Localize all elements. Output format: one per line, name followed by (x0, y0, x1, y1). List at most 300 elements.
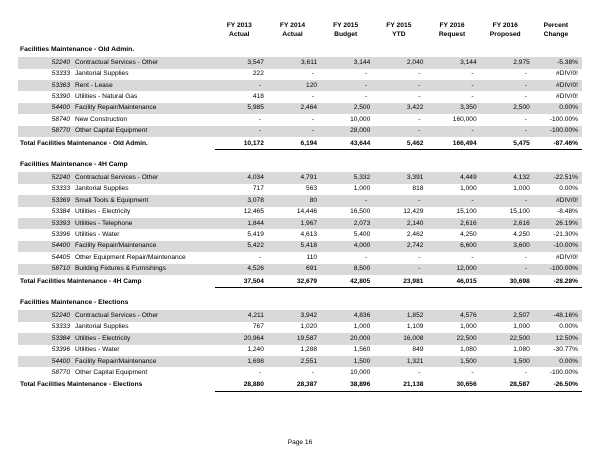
amount-cell: - (365, 93, 368, 101)
amount-cell: - (427, 195, 480, 206)
account-name: Facility Repair/Maintenance (75, 357, 157, 365)
table-row (18, 69, 582, 80)
amount-cell: - (215, 80, 268, 91)
amount-cell: 3,144 (427, 57, 480, 68)
amount-cell: 2,551 (268, 356, 321, 367)
amount-cell: 3,611 (268, 57, 321, 68)
amount-cell: - (471, 93, 474, 101)
table-row (18, 356, 582, 367)
section-title-facilities-maintenance-elections: Facilities Maintenance - Elections (20, 299, 129, 307)
column-header-line2: Proposed (489, 30, 521, 38)
amount-cell: 8,500 (321, 264, 374, 275)
amount-cell: 2,040 (374, 57, 427, 68)
account-label-cell (18, 184, 215, 195)
table-row (18, 80, 582, 91)
table-row (18, 207, 582, 218)
column-header-line1: FY 2014 (279, 22, 306, 29)
column-header-line2: Change (543, 30, 569, 38)
column-header-line1: FY 2016 (439, 22, 465, 29)
amount-cell: 563 (306, 185, 318, 193)
percent-change-cell: #DIV/0! (534, 80, 582, 91)
amount-cell: 19,587 (268, 333, 321, 344)
account-label-cell (18, 69, 215, 80)
section-header-row (18, 44, 582, 57)
account-label-cell (18, 252, 215, 263)
table-row (18, 264, 582, 275)
column-header-row (18, 22, 582, 44)
total-label: Total Facilities Maintenance - Elections (20, 381, 143, 389)
amount-cell: 1,240 (247, 346, 264, 354)
amount-cell: - (471, 369, 474, 377)
account-code: 58740 (51, 115, 70, 123)
amount-cell: - (524, 70, 527, 78)
account-name: Building Fixtures & Furnishings (75, 265, 166, 273)
column-header-fy-2014-actual (268, 22, 321, 44)
amount-cell: 3,547 (215, 57, 268, 68)
total-amount-cell: 5,475 (481, 137, 534, 149)
amount-cell: 767 (252, 323, 264, 331)
amount-cell: 20,964 (215, 333, 268, 344)
section-total-row (18, 379, 582, 391)
amount-cell: - (215, 126, 268, 137)
account-code: 58710 (51, 265, 70, 273)
amount-cell: - (481, 195, 534, 206)
amount-cell: 4,836 (321, 310, 374, 321)
account-name: Utilities - Water (75, 346, 120, 354)
amount-cell: 2,464 (268, 103, 321, 114)
column-header-fy-2016-proposed (481, 22, 534, 44)
account-label-cell (18, 264, 215, 275)
amount-cell: 4,211 (215, 310, 268, 321)
table-header (18, 22, 582, 44)
account-code: 54400 (51, 242, 70, 250)
amount-cell: 5,422 (215, 241, 268, 252)
account-code: 53384 (51, 208, 70, 216)
amount-cell: - (374, 80, 427, 91)
account-label-cell (18, 218, 215, 229)
total-label: Total Facilities Maintenance - 4H Camp (20, 277, 142, 285)
account-name: Utilities - Natural Gas (75, 93, 138, 101)
amount-cell: - (268, 126, 321, 137)
amount-cell: 1,967 (268, 218, 321, 229)
percent-change-cell: 0.00% (559, 185, 578, 193)
total-percent-change-cell: -87.46% (534, 137, 582, 149)
account-code: 53333 (51, 185, 70, 193)
account-label-cell (18, 333, 215, 344)
column-header-line1: FY 2015 (333, 22, 359, 29)
table-row (18, 195, 582, 206)
amount-cell: 4,791 (268, 172, 321, 183)
amount-cell: 10,000 (350, 115, 371, 123)
amount-cell: 4,034 (215, 172, 268, 183)
amount-cell: 3,391 (374, 172, 427, 183)
amount-cell: 4,000 (321, 241, 374, 252)
amount-cell: 12,465 (243, 208, 264, 216)
percent-change-cell: #DIV/0! (534, 195, 582, 206)
account-code: 53396 (51, 346, 70, 354)
column-header-fy-2013-actual (215, 22, 268, 44)
account-label-cell (18, 103, 215, 114)
amount-cell: 418 (252, 93, 264, 101)
amount-cell: 2,742 (374, 241, 427, 252)
table-row (18, 229, 582, 240)
section-header-row (18, 159, 582, 172)
amount-cell: 5,419 (247, 231, 264, 239)
account-name: Contractual Services - Other (75, 311, 159, 319)
amount-cell: 1,321 (374, 356, 427, 367)
account-label-cell (18, 91, 215, 102)
amount-cell: 2,073 (321, 218, 374, 229)
amount-cell: 222 (252, 70, 264, 78)
table-row (18, 367, 582, 378)
amount-cell: 2,462 (406, 231, 424, 239)
amount-cell: - (365, 253, 368, 261)
total-amount-cell: 38,896 (321, 379, 374, 391)
amount-cell: 4,449 (427, 172, 480, 183)
account-label-cell (18, 356, 215, 367)
percent-change-cell: 0.00% (559, 323, 578, 331)
amount-cell: 1,000 (353, 185, 371, 193)
table-row (18, 91, 582, 102)
table-row (18, 345, 582, 356)
account-name: Utilities - Telephone (75, 219, 133, 227)
percent-change-cell: -5.38% (534, 57, 582, 68)
column-header-line2: Request (438, 30, 466, 38)
column-header-label (18, 22, 215, 44)
column-header-line2: Actual (282, 30, 303, 38)
amount-cell: 20,000 (321, 333, 374, 344)
amount-cell: 4,526 (215, 264, 268, 275)
account-name: Facility Repair/Maintenance (75, 104, 157, 112)
amount-cell: 1,000 (513, 185, 530, 193)
total-amount-cell: 10,172 (215, 137, 268, 149)
account-label-cell (18, 207, 215, 218)
spacer-cell (18, 287, 582, 297)
account-name: Contractual Services - Other (75, 58, 159, 66)
amount-cell: 818 (412, 185, 424, 193)
amount-cell: 12,429 (403, 208, 424, 216)
section-total-row (18, 137, 582, 149)
percent-change-cell: 0.00% (534, 103, 582, 114)
amount-cell: - (481, 264, 534, 275)
section-spacer (18, 287, 582, 297)
amount-cell: 3,422 (374, 103, 427, 114)
column-header-line1: Percent (543, 22, 569, 29)
table-row (18, 114, 582, 125)
amount-cell: 14,446 (296, 208, 318, 216)
account-name: New Construction (75, 115, 128, 123)
column-header-fy-2016-request (427, 22, 480, 44)
account-code: 58770 (51, 369, 70, 377)
table-row (18, 252, 582, 263)
amount-cell: 1,020 (300, 323, 318, 331)
amount-cell: 3,144 (321, 57, 374, 68)
account-code: 53393 (51, 219, 70, 227)
total-amount-cell: 37,504 (215, 275, 268, 287)
amount-cell: - (471, 70, 474, 78)
section-title-facilities-maintenance-old-admin: Facilities Maintenance - Old Admin. (20, 46, 135, 54)
amount-cell: 22,500 (481, 333, 534, 344)
amount-cell: 110 (306, 253, 318, 261)
amount-cell: - (418, 70, 421, 78)
account-code: 54400 (51, 104, 70, 112)
account-label-cell (18, 345, 215, 356)
amount-cell: - (365, 70, 368, 78)
amount-cell: - (524, 253, 527, 261)
amount-cell: - (258, 115, 261, 123)
amount-cell: 5,400 (353, 231, 371, 239)
total-amount-cell: 32,679 (268, 275, 321, 287)
amount-cell: 1,000 (513, 323, 530, 331)
account-code: 53390 (51, 93, 70, 101)
amount-cell: - (481, 126, 534, 137)
account-code: 52240 (51, 58, 70, 66)
percent-change-cell: 0.00% (534, 356, 582, 367)
total-amount-cell: 30,656 (427, 379, 480, 391)
amount-cell: 1,288 (300, 346, 318, 354)
total-amount-cell: 6,194 (268, 137, 321, 149)
amount-cell: 2,500 (321, 103, 374, 114)
percent-change-cell: #DIV/0! (556, 70, 578, 78)
account-code: 54405 (51, 253, 70, 261)
account-code: 53396 (51, 231, 70, 239)
amount-cell: 1,852 (374, 310, 427, 321)
account-name: Janitorial Supplies (75, 323, 129, 331)
amount-cell: - (374, 195, 427, 206)
column-header-line1: FY 2015 (386, 22, 412, 29)
account-name: Janitorial Supplies (75, 185, 129, 193)
column-header-fy-2015-budget (321, 22, 374, 44)
amount-cell: - (321, 195, 374, 206)
total-percent-change-cell: -26.50% (534, 379, 582, 391)
total-amount-cell: 5,462 (374, 137, 427, 149)
account-label-cell (18, 126, 215, 137)
amount-cell: 1,080 (460, 346, 477, 354)
amount-cell: - (524, 93, 527, 101)
amount-cell: 1,500 (427, 356, 480, 367)
amount-cell: 717 (252, 185, 264, 193)
percent-change-cell: -100.00% (549, 369, 578, 377)
total-amount-cell: 42,805 (321, 275, 374, 287)
amount-cell: - (374, 126, 427, 137)
amount-cell: 1,000 (460, 323, 477, 331)
amount-cell: - (524, 369, 527, 377)
amount-cell: - (524, 115, 527, 123)
account-name: Rent - Lease (75, 81, 113, 89)
account-name: Utilities - Electricity (75, 334, 131, 342)
percent-change-cell: -30.77% (553, 346, 578, 354)
amount-cell: 4,132 (481, 172, 534, 183)
amount-cell: 5,332 (321, 172, 374, 183)
account-label-cell (18, 114, 215, 125)
amount-cell: 12,000 (427, 264, 480, 275)
amount-cell: 3,078 (215, 195, 268, 206)
total-amount-cell: 166,494 (427, 137, 480, 149)
percent-change-cell: -100.00% (549, 115, 578, 123)
account-code: 52240 (51, 311, 70, 319)
amount-cell: 1,698 (215, 356, 268, 367)
amount-cell: - (321, 80, 374, 91)
amount-cell: 1,500 (321, 356, 374, 367)
section-title-facilities-maintenance-4h-camp: Facilities Maintenance - 4H Camp (20, 161, 128, 169)
account-name: Small Tools & Equipment (75, 196, 149, 204)
amount-cell: - (418, 253, 421, 261)
account-name: Utilities - Electricity (75, 208, 131, 216)
account-label-cell (18, 322, 215, 333)
account-code: 58770 (51, 127, 70, 135)
percent-change-cell: 12.50% (534, 333, 582, 344)
amount-cell: - (481, 80, 534, 91)
amount-cell: 1,844 (215, 218, 268, 229)
total-amount-cell: 28,880 (215, 379, 268, 391)
total-amount-cell: 23,981 (374, 275, 427, 287)
account-name: Other Capital Equipment (75, 127, 148, 135)
account-label-cell (18, 241, 215, 252)
amount-cell: 15,100 (509, 208, 530, 216)
account-code: 52240 (51, 173, 70, 181)
amount-cell: 80 (268, 195, 321, 206)
amount-cell: 16,500 (350, 208, 371, 216)
amount-cell: 3,600 (481, 241, 534, 252)
amount-cell: 6,600 (427, 241, 480, 252)
page-footer: Page 16 (287, 439, 313, 446)
percent-change-cell: -21.30% (553, 231, 578, 239)
amount-cell: - (418, 369, 421, 377)
amount-cell: - (258, 253, 261, 261)
account-name: Utilities - Water (75, 231, 120, 239)
spacer-cell (18, 149, 582, 159)
account-label-cell (18, 80, 215, 91)
amount-cell: 1,500 (481, 356, 534, 367)
account-label-cell (18, 172, 215, 183)
amount-cell: 2,507 (481, 310, 534, 321)
table-row (18, 333, 582, 344)
amount-cell: 2,616 (427, 218, 480, 229)
amount-cell: 2,616 (481, 218, 534, 229)
percent-change-cell: -100.00% (534, 126, 582, 137)
amount-cell: 5,985 (215, 103, 268, 114)
amount-cell: - (311, 369, 315, 377)
account-name: Janitorial Supplies (75, 70, 129, 78)
amount-cell: - (427, 80, 480, 91)
amount-cell: 849 (412, 346, 424, 354)
amount-cell: 1,080 (513, 346, 530, 354)
amount-cell: - (374, 264, 427, 275)
table-row (18, 322, 582, 333)
total-amount-cell: 46,015 (427, 275, 480, 287)
budget-table (18, 22, 582, 392)
percent-change-cell: -10.00% (534, 241, 582, 252)
amount-cell: 4,576 (427, 310, 480, 321)
percent-change-cell: -100.00% (534, 264, 582, 275)
total-amount-cell: 28,587 (481, 379, 534, 391)
percent-change-cell: -22.51% (534, 172, 582, 183)
percent-change-cell: #DIV/0! (556, 93, 578, 101)
total-amount-cell: 30,698 (481, 275, 534, 287)
percent-change-cell: #DIV/0! (556, 253, 578, 261)
table-row (18, 103, 582, 114)
amount-cell: 120 (268, 80, 321, 91)
amount-cell: 16,008 (374, 333, 427, 344)
account-name: Contractual Services - Other (75, 173, 159, 181)
column-header-line2: YTD (392, 30, 406, 38)
account-label-cell (18, 57, 215, 68)
amount-cell: 22,500 (427, 333, 480, 344)
column-header-line2: Actual (229, 30, 250, 38)
amount-cell: 5,418 (268, 241, 321, 252)
percent-change-cell: -48.16% (534, 310, 582, 321)
account-code: 53363 (51, 81, 70, 89)
account-label-cell (18, 310, 215, 321)
account-code: 53333 (51, 323, 70, 331)
percent-change-cell: -8.48% (557, 208, 578, 216)
account-name: Facility Repair/Maintenance (75, 242, 157, 250)
column-header-line1: FY 2013 (226, 22, 252, 29)
amount-cell: 28,000 (321, 126, 374, 137)
column-header-line1: FY 2016 (492, 22, 518, 29)
amount-cell: 4,250 (460, 231, 477, 239)
column-header-fy-2015-ytd (374, 22, 427, 44)
table-row (18, 218, 582, 229)
amount-cell: 1,000 (460, 185, 477, 193)
section-spacer (18, 149, 582, 159)
section-header-row (18, 297, 582, 310)
amount-cell: 2,140 (374, 218, 427, 229)
percent-change-cell: 26.19% (534, 218, 582, 229)
amount-cell: 2,975 (481, 57, 534, 68)
amount-cell: 691 (268, 264, 321, 275)
column-header-line2: Budget (334, 30, 358, 38)
amount-cell: - (418, 93, 421, 101)
amount-cell: 15,100 (456, 208, 477, 216)
total-amount-cell: 43,644 (321, 137, 374, 149)
account-code: 53384 (51, 334, 70, 342)
account-label-cell (18, 229, 215, 240)
amount-cell: 3,350 (427, 103, 480, 114)
account-name: Other Capital Equipment (75, 369, 148, 377)
amount-cell: - (427, 126, 480, 137)
account-code: 53369 (51, 196, 70, 204)
total-amount-cell: 28,387 (268, 379, 321, 391)
amount-cell: - (311, 115, 315, 123)
amount-cell: 3,942 (268, 310, 321, 321)
amount-cell: 1,000 (353, 323, 371, 331)
table-row (18, 172, 582, 183)
table-row (18, 241, 582, 252)
amount-cell: - (311, 93, 315, 101)
table-row (18, 57, 582, 68)
amount-cell: 160,000 (452, 115, 477, 123)
account-code: 53333 (51, 70, 70, 78)
table-row (18, 184, 582, 195)
amount-cell: 4,250 (513, 231, 530, 239)
amount-cell: - (311, 70, 315, 78)
section-total-row (18, 275, 582, 287)
account-label-cell (18, 195, 215, 206)
amount-cell: - (471, 253, 474, 261)
column-header-percent-change (534, 22, 582, 44)
total-amount-cell: 21,138 (374, 379, 427, 391)
total-percent-change-cell: -28.28% (534, 275, 582, 287)
amount-cell: 1,560 (353, 346, 371, 354)
amount-cell: 2,500 (481, 103, 534, 114)
table-row (18, 126, 582, 137)
amount-cell: - (418, 115, 421, 123)
amount-cell: 4,613 (300, 231, 318, 239)
amount-cell: 1,109 (406, 323, 424, 331)
table-body (18, 44, 582, 391)
amount-cell: - (258, 369, 261, 377)
